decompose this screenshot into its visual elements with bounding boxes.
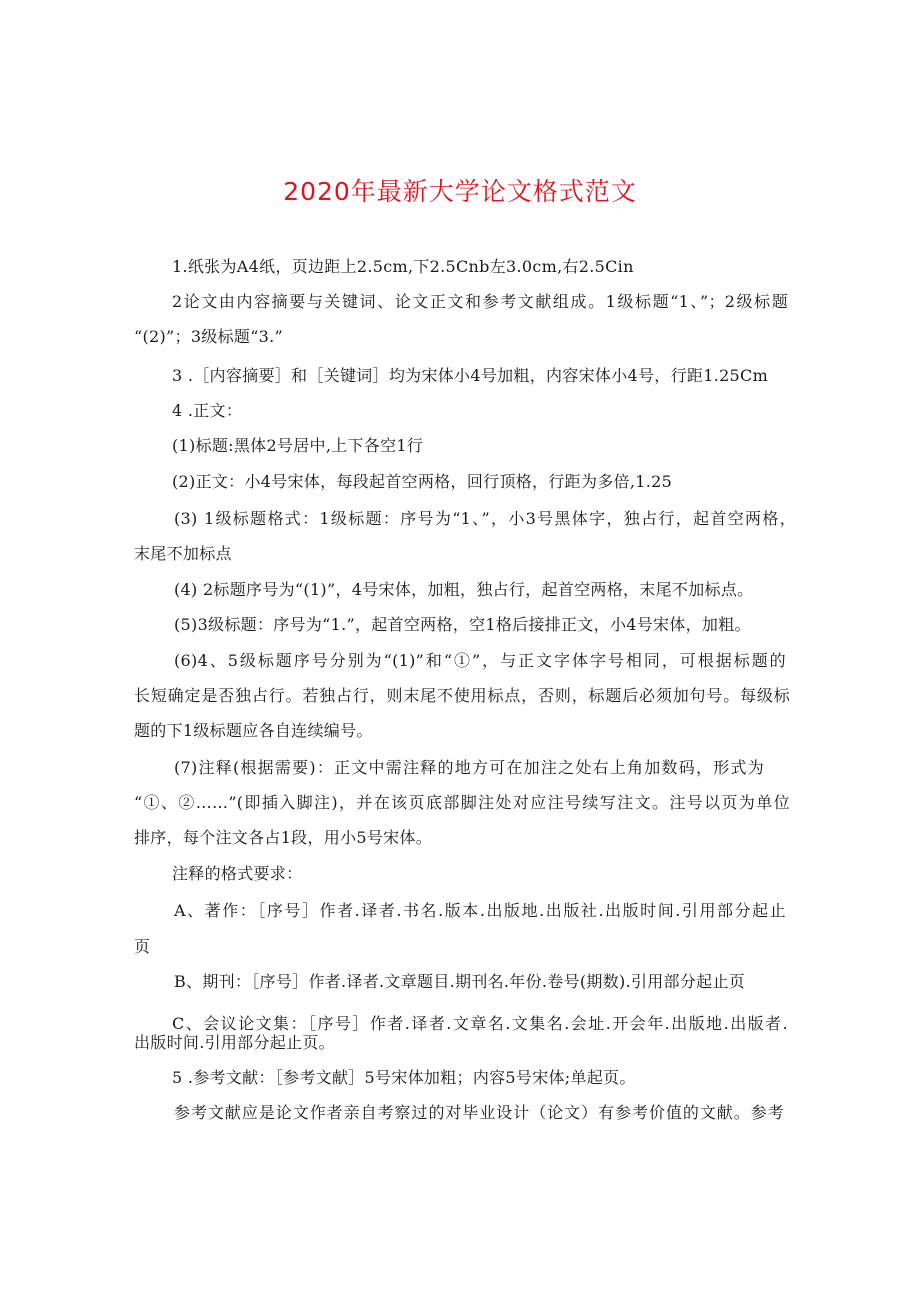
paragraph-line: 2论文由内容摘要与关键词、论文正文和参考文献组成。1级标题“1、”；2级标题 <box>172 292 788 311</box>
paragraph-line: (6)4、5级标题序号分别为“(1)”和“①”，与正文字体字号相同，可根据标题的 <box>174 651 786 670</box>
paragraph-line: (5)3级标题：序号为“1.”，起首空两格，空1格后接排正文，小4号宋体，加粗。 <box>174 615 751 634</box>
paragraph-line: (4) 2标题序号为“(1)”，4号宋体，加粗，独占行，起首空两格，末尾不加标点。 <box>174 580 754 599</box>
paragraph-line: 参考文献应是论文作者亲自考察过的对毕业设计（论文）有参考价值的文献。参考 <box>174 1103 784 1122</box>
paragraph-line: “①、②……”(即插入脚注)，并在该页底部脚注处对应注号续写注文。注号以页为单位 <box>134 793 790 812</box>
paragraph-line: 排序，每个注文各占1段，用小5号宋体。 <box>134 828 433 847</box>
paragraph-line: 末尾不加标点 <box>134 544 232 563</box>
paragraph-line: (2)正文：小4号宋体，每段起首空两格，回行顶格，行距为多倍,1.25 <box>172 472 673 491</box>
paragraph-line: C、会议论文集：［序号］作者.译者.文章名.文集名.会址.开会年.出版地.出版者. <box>172 1014 788 1033</box>
paragraph-line: 长短确定是否独占行。若独占行，则末尾不使用标点，否则，标题后必须加句号。每级标 <box>134 686 790 705</box>
paragraph-line: 1.纸张为A4纸，页边距上2.5cm,下2.5Cnb左3.0cm,右2.5Cin <box>172 257 634 276</box>
paragraph-line: 出版时间.引用部分起止页。 <box>134 1033 335 1052</box>
paragraph-line: 5 .参考文献：［参考文献］5号宋体加粗；内容5号宋体;单起页。 <box>172 1068 636 1087</box>
paragraph-line: (1)标题:黑体2号居中,上下各空1行 <box>172 436 424 455</box>
paragraph-line: (3) 1级标题格式：1级标题：序号为“1、”，小3号黑体字，独占行，起首空两格， <box>174 509 796 528</box>
paragraph-line: 页 <box>134 937 151 956</box>
paragraph-line: 注释的格式要求： <box>172 864 303 883</box>
paragraph-line: (7)注释(根据需要)：正文中需注释的地方可在加注之处右上角加数码，形式为 <box>174 758 764 777</box>
paragraph-line: 4 .正文： <box>172 401 243 420</box>
document-title: 2020年最新大学论文格式范文 <box>283 177 637 206</box>
paragraph-line: 3 .［内容摘要］和［关键词］均为宋体小4号加粗，内容宋体小4号，行距1.25Cm <box>172 366 769 385</box>
paragraph-line: B、期刊：［序号］作者.译者.文章题目.期刊名.年份.卷号(期数).引用部分起止页 <box>174 972 746 991</box>
paragraph-line: “(2)”；3级标题“3.” <box>134 327 284 346</box>
paragraph-line: A、著作：［序号］作者.译者.书名.版本.出版地.出版社.出版时间.引用部分起止 <box>174 901 786 920</box>
paragraph-line: 题的下1级标题应各自连续编号。 <box>134 721 373 740</box>
